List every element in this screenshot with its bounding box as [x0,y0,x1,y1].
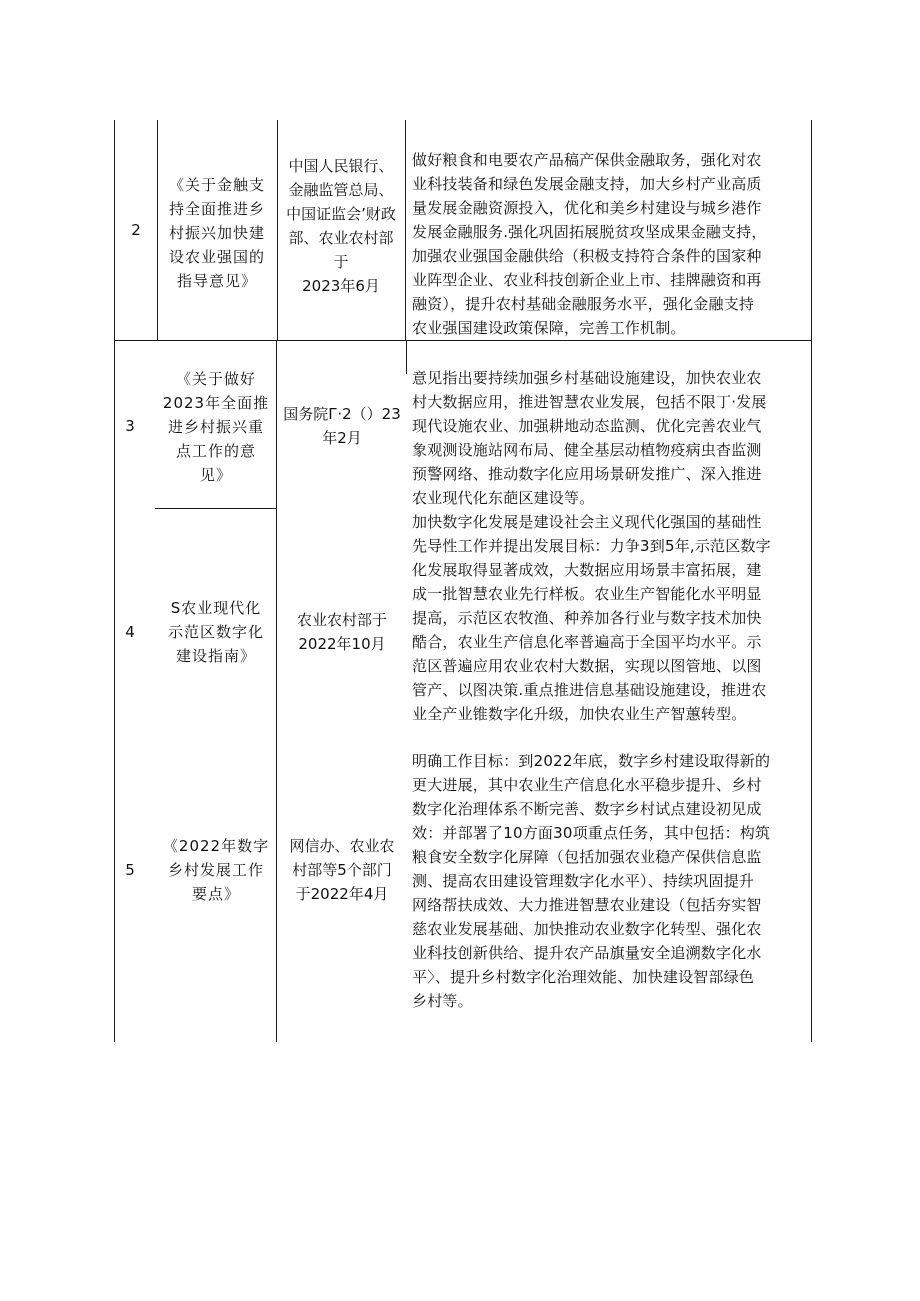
content-line: 业全产业锥数字化升级，加快农业生产智蕙转型。 [412,705,747,723]
content-line: 业科技装备和绿色发展金融支持，加大乡村产业高质 [412,175,762,193]
content-line: 数字化治理体系不断完善、数字乡村试点建设初见成 [412,800,762,818]
content-line: 量发展金融资源投入，优化和美乡村建设与城乡港作 [412,199,762,217]
title-line: 持全面推进乡 [168,200,265,218]
row-5-number: 5 [125,861,135,879]
content-line: 做好粮食和电要农产品稿产保供金融取务，强化对农 [412,151,762,169]
issuer-line: 于 [333,253,349,271]
title-line: S农业现代化 [170,599,262,617]
content-line: 预警网络、推动数字化应用场景研发推广、深入推进 [412,465,762,483]
title-line: 《关于金触支 [168,176,265,194]
content-line: 成一批智慧农业先行样板。农业生产智能化水平明显 [412,585,762,603]
issuer-line: 2022年10月 [298,635,386,653]
row-separator-3-4 [155,508,276,509]
content-line: 村大数据应用，推进智慧农业发展，包括不限丁·发展 [412,393,767,411]
content-line: 范区普遍应用农业农村大数据，实现以图管地、以图 [412,657,762,675]
content-line: 农业强国建设政策保障，完善工作机制。 [412,319,686,337]
title-line: 要点》 [191,885,240,903]
issuer-line: 村部等5个部门 [292,861,392,879]
content-line: 加快数字化发展是建设社会主义现代化强国的基础性 [412,513,762,531]
content-line: 明确工作目标：到2022年底，数字乡村建设取得新的 [412,752,771,770]
content-line: 业阵型企业、农业科技创新企业上市、挂牌融资和再 [412,271,762,289]
divider-issuer-content-lower [406,340,407,374]
content-line: 粮食安全数字化屏障（包括加强农业稳产保供信息监 [412,848,762,866]
title-line: 村振兴加快建 [168,224,265,242]
issuer-line: 2023年6月 [302,277,380,295]
content-line: 酷合，农业生产信息化率普遍高于全国平均水平。示 [412,633,762,651]
content-line: 现代设施农业、加强耕地动态监测、优化完善农业气 [412,417,762,435]
row-2-content [412,148,808,340]
row-4-issuer [278,608,406,656]
content-line: 发展金融服务.强化巩固拓展脱贫攻坚成果金融支持， [412,223,767,241]
table-border-left [114,120,115,1042]
title-line: 点工作的意 [175,442,256,460]
title-line: 见》 [199,466,232,484]
issuer-line: 农业农村部于 [296,611,387,629]
content-line: 融资），提升农村基础金融服务水平，强化金融支持 [412,295,755,313]
issuer-line: 于2022年4月 [295,885,389,903]
content-line: 乡村等。 [412,992,473,1010]
row-2-number: 2 [131,221,141,239]
content-line: 加强农业强国金融供给（积极支持符合条件的国家种 [412,247,762,265]
row-5-issuer [278,834,406,906]
issuer-line: 部、农业农村部 [288,229,394,247]
issuer-line: 年2月 [322,429,362,447]
content-line: 业科技创新供给、提升农产品旗量安全追溯数字化水 [412,944,762,962]
content-line: 象观测设施站网布局、健全基层动植物疫病虫杳监测 [412,441,762,459]
title-line: 建设指南》 [175,647,256,665]
divider-title-issuer-lower [276,340,277,1042]
content-line: 平〉、提升乡村数字化治理效能、加快建设智部绿色 [412,968,755,986]
issuer-line: 网信办、农业农 [289,837,395,855]
row-3-issuer [278,402,406,450]
row-3-number: 3 [125,417,135,435]
content-line: 网络帮扶成效、大力推进智慧农业建设（包括夯实智 [412,896,762,914]
content-line: 效：并部署了10方面30项重点任务，其中包括：构筑 [412,824,771,842]
divider-issuer-content-row2 [405,120,406,340]
row-2-title [159,173,275,293]
row-5-content [412,749,808,1013]
title-line: 进乡村振兴重 [167,418,264,436]
content-line: 测、提高农田建设管理数字化水平）、持续巩固提升 [412,872,755,890]
content-line: 化发展取得显著成效，大数据应用场景丰富拓展，建 [412,561,762,579]
table-border-right [811,120,812,1042]
row-4-number: 4 [125,623,135,641]
title-line: 《2022年数字 [162,837,270,855]
content-line: 意见指出要持续加强乡村基础设施建设，加快农业农 [412,369,762,387]
title-line: 设农业强国的 [168,248,265,266]
row-2-issuer [278,154,404,298]
issuer-line: 国务院Г·2（）23 [283,405,401,423]
row-4-title [158,596,274,668]
row-3-title [158,367,274,487]
row-5-title [158,834,274,906]
title-line: 示范区数字化 [167,623,264,641]
row-separator-2-3 [114,340,812,341]
content-line: 管产、以图决策.重点推进信息基础设施建设，推进农 [412,681,767,699]
title-line: 指导意见》 [176,272,257,290]
content-line: 更大进展，其中农业生产信息化水平稳步提升、乡村 [412,776,762,794]
row-4-content [412,510,808,726]
row-3-content [412,366,808,510]
issuer-line: 金融监管总局、 [288,181,394,199]
content-line: 提高，示范区农牧渔、种养加各行业与数字技术加快 [412,609,762,627]
issuer-line: 中国证监会’财政 [286,205,396,223]
issuer-line: 中国人民银行、 [288,157,394,175]
title-line: 《关于做好 [175,370,256,388]
title-line: 2023年全面推 [162,394,270,412]
content-line: 先导性工作并提出发展目标：力争3到5年,示范区数字 [412,537,771,555]
title-line: 乡村发展工作 [167,861,264,879]
content-line: 慈农业发展基础、加快推动农业数字化转型、强化农 [412,920,762,938]
divider-no-title-row2 [157,120,158,340]
content-line: 农业现代化东葩区建设等。 [412,489,595,507]
